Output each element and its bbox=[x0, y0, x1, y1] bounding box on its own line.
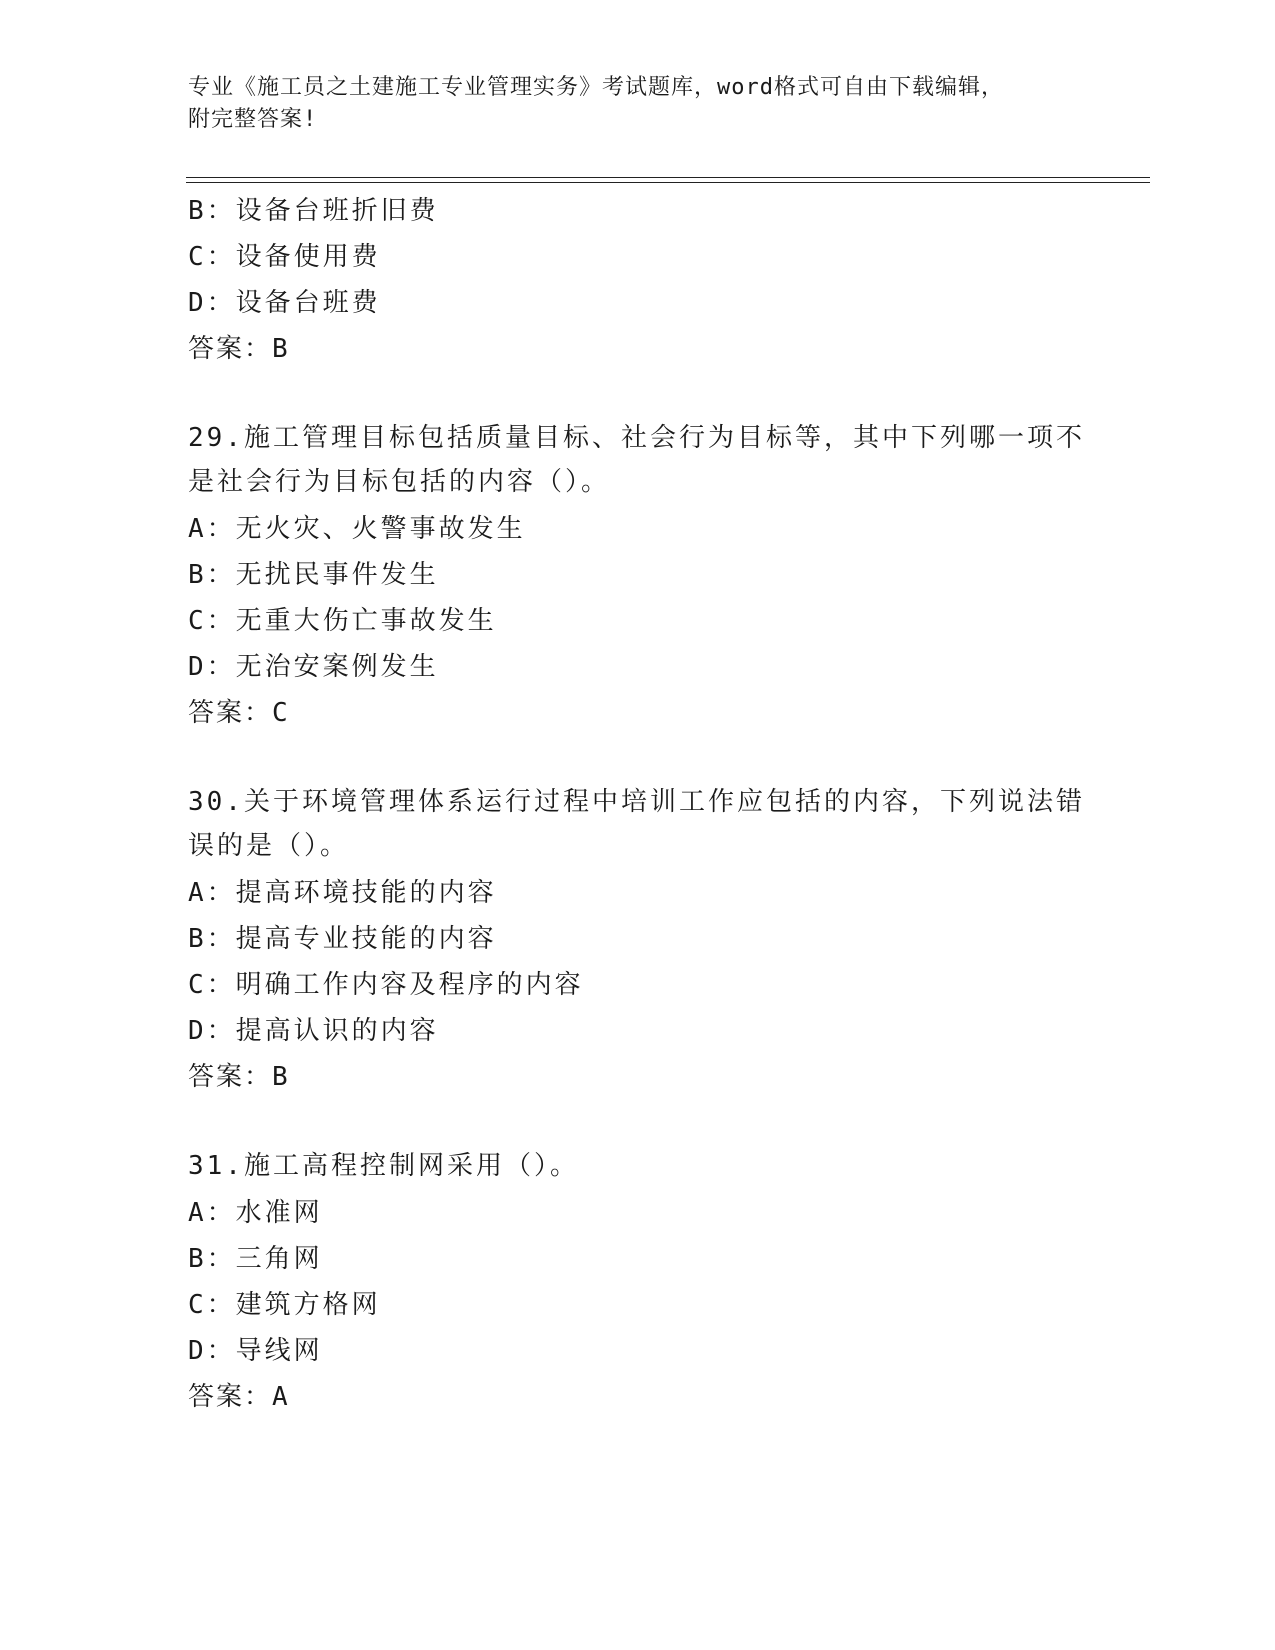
question-text-line-2: 误的是（）。 bbox=[188, 831, 350, 861]
option-b: B：无扰民事件发生 bbox=[188, 560, 439, 590]
option-a: A：无火灾、火警事故发生 bbox=[188, 514, 526, 544]
option-c: C：明确工作内容及程序的内容 bbox=[188, 970, 584, 1000]
question-block-31 bbox=[188, 1144, 1088, 1420]
option-d: D：导线网 bbox=[188, 1336, 323, 1366]
header-line-2: 附完整答案! bbox=[188, 107, 318, 132]
question-text-line-1: 29.施工管理目标包括质量目标、社会行为目标等，其中下列哪一项不 bbox=[188, 423, 1085, 453]
option-b: B：提高专业技能的内容 bbox=[188, 924, 497, 954]
option-a: A：水准网 bbox=[188, 1198, 323, 1228]
question-text-line-1: 30.关于环境管理体系运行过程中培训工作应包括的内容，下列说法错 bbox=[188, 787, 1085, 817]
option-d: D：提高认识的内容 bbox=[188, 1016, 439, 1046]
header-divider-top bbox=[186, 177, 1150, 178]
question-text bbox=[188, 780, 1088, 868]
question-text bbox=[188, 416, 1088, 504]
option-c: C：设备使用费 bbox=[188, 242, 381, 272]
question-block-28 bbox=[188, 188, 1088, 372]
question-list bbox=[188, 188, 1088, 1464]
question-block-30 bbox=[188, 780, 1088, 1100]
question-block-29 bbox=[188, 416, 1088, 736]
answer-line: 答案：B bbox=[188, 334, 290, 364]
option-d: D：无治安案例发生 bbox=[188, 652, 439, 682]
option-c: C：建筑方格网 bbox=[188, 1290, 381, 1320]
option-d: D：设备台班费 bbox=[188, 288, 381, 318]
option-b: B：三角网 bbox=[188, 1244, 323, 1274]
question-text bbox=[188, 1144, 1088, 1188]
answer-line: 答案：C bbox=[188, 698, 290, 728]
answer-line: 答案：B bbox=[188, 1062, 290, 1092]
document-header bbox=[188, 72, 1068, 136]
header-divider-bottom bbox=[186, 182, 1150, 183]
header-line-1: 专业《施工员之土建施工专业管理实务》考试题库，word格式可自由下载编辑， bbox=[188, 75, 1004, 100]
option-a: A：提高环境技能的内容 bbox=[188, 878, 497, 908]
question-text-line-1: 31.施工高程控制网采用（）。 bbox=[188, 1151, 579, 1181]
question-text-line-2: 是社会行为目标包括的内容（）。 bbox=[188, 467, 611, 497]
answer-line: 答案：A bbox=[188, 1382, 290, 1412]
option-b: B：设备台班折旧费 bbox=[188, 196, 439, 226]
option-c: C：无重大伤亡事故发生 bbox=[188, 606, 497, 636]
